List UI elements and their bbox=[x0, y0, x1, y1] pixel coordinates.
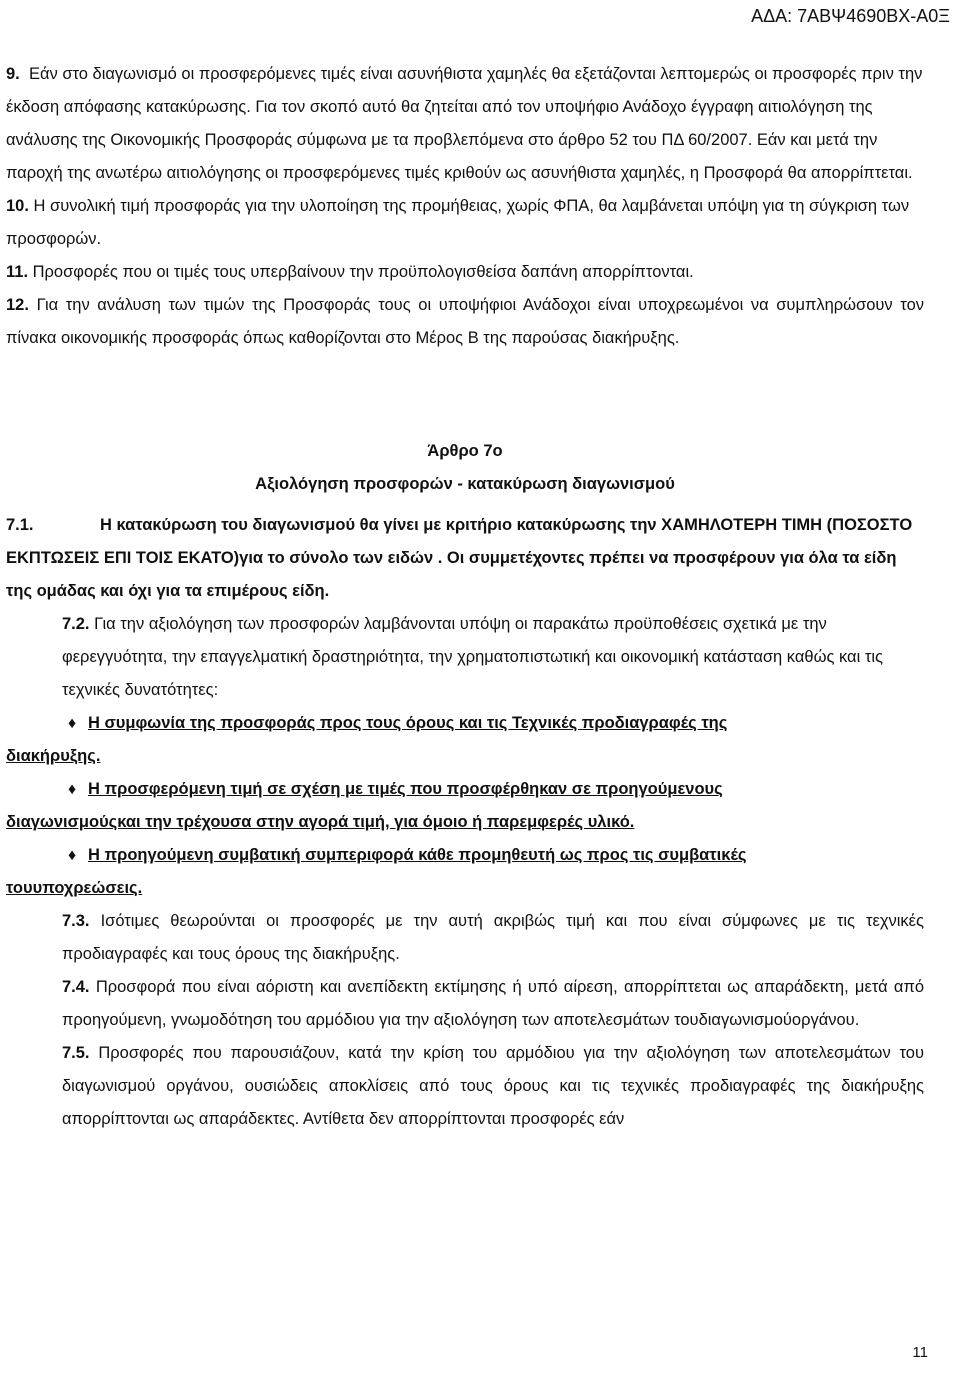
spacer bbox=[6, 501, 924, 509]
document-body bbox=[6, 58, 924, 1136]
diamond-bullet-icon: ♦ bbox=[68, 847, 77, 864]
bullet-line-2: διακήρυξης. bbox=[6, 747, 101, 765]
bullet-line-2: τουυποχρεώσεις. bbox=[6, 879, 143, 897]
item-11 bbox=[6, 256, 924, 289]
bullet-line-1: Η προηγούμενη συμβατική συμπεριφορά κάθε προμηθευτή ως προς τις συμβατικές bbox=[88, 846, 747, 864]
document-id: ΑΔΑ: 7ΑΒΨ4690ΒΧ-Α0Ξ bbox=[751, 6, 950, 26]
section-7-4 bbox=[6, 971, 924, 1037]
bullet-line-1: Η συμφωνία της προσφοράς προς τους όρους και τις Τεχνικές προδιαγραφές της bbox=[88, 714, 728, 732]
bullet-line-2: διαγωνισμούςκαι την τρέχουσα στην αγορά τιμή, για όμοιο ή παρεμφερές υλικό. bbox=[6, 813, 635, 831]
page-number: 11 bbox=[912, 1344, 928, 1361]
section-7-3 bbox=[6, 905, 924, 971]
criteria-bullet-3 bbox=[6, 839, 924, 905]
item-number: 10. bbox=[6, 197, 29, 215]
section-number: 7.5. bbox=[62, 1044, 90, 1062]
section-7-1 bbox=[6, 509, 924, 608]
section-text: Για την αξιολόγηση των προσφορών λαμβάνονται υπόψη οι παρακάτω προϋποθέσεις σχετικά με την φερεγγυότητα, την επαγγελματική δραστηριότητα, την χρηματοπιστωτική και οικονομική κατάσταση καθώς και τις τεχνικές δυνατότητες: bbox=[62, 615, 883, 699]
criteria-bullet-2 bbox=[6, 773, 924, 839]
section-7-5 bbox=[6, 1037, 924, 1136]
item-9 bbox=[6, 58, 924, 190]
diamond-bullet-icon: ♦ bbox=[68, 715, 77, 732]
item-text: Για την ανάλυση των τιμών της Προσφοράς τους οι υποψήφιοι Ανάδοχοι είναι υποχρεωμένοι να συμπληρώσουν τον πίνακα οικονομικής προσφοράς όπως καθορίζονται στο Μέρος Β της παρούσας διακήρυξης. bbox=[6, 296, 924, 347]
section-number: 7.3. bbox=[62, 912, 90, 930]
section-text: Προσφορά που είναι αόριστη και ανεπίδεκτη εκτίμησης ή υπό αίρεση, απορρίπτεται ως απαράδεκτη, μετά από προηγούμενη, γνωμοδότηση του αρμόδιου για την αξιολόγηση των αποτελεσμάτων τουδιαγωνισμούοργάνου. bbox=[62, 978, 925, 1029]
item-12 bbox=[6, 289, 924, 355]
spacer bbox=[6, 355, 924, 415]
section-7-2 bbox=[6, 608, 924, 707]
section-text: Η κατακύρωση του διαγωνισμού θα γίνει με κριτήριο κατακύρωσης την ΧΑΜΗΛΟΤΕΡΗ ΤΙΜΗ (ΠΟΣΟΣΤΟ ΕΚΠΤΩΣΕΙΣ ΕΠΙ ΤΟΙΣ ΕΚΑΤΟ)για το σύνολο των ειδών . Οι συμμετέχοντες πρέπει να προσφέρουν για όλα τα είδη της ομάδας και όχι για τα επιμέρους είδη. bbox=[6, 516, 913, 600]
section-text: Προσφορές που παρουσιάζουν, κατά την κρίση του αρμόδιου για την αξιολόγηση των αποτελεσμάτων του διαγωνισμού οργάνου, ουσιώδεις αποκλίσεις από τους όρους και τις τεχνικές προδιαγραφές της διακήρυξης απορρίπτονται ως απαράδεκτες. Αντίθετα δεν απορρίπτονται προσφορές εάν bbox=[62, 1044, 924, 1128]
diamond-bullet-icon: ♦ bbox=[68, 781, 77, 798]
item-text: Η συνολική τιμή προσφοράς για την υλοποίηση της προμήθειας, χωρίς ΦΠΑ, θα λαμβάνεται υπόψη για τη σύγκριση των προσφορών. bbox=[6, 197, 910, 248]
item-number: 11. bbox=[6, 263, 29, 281]
spacer bbox=[6, 415, 924, 435]
criteria-bullet-1 bbox=[6, 707, 924, 773]
item-number: 12. bbox=[6, 296, 29, 314]
item-text: Προσφορές που οι τιμές τους υπερβαίνουν την προϋπολογισθείσα δαπάνη απορρίπτονται. bbox=[32, 263, 694, 281]
item-number: 9. bbox=[6, 65, 20, 83]
article-subtitle: Αξιολόγηση προσφορών - κατακύρωση διαγωνισμού bbox=[255, 475, 675, 493]
item-10 bbox=[6, 190, 924, 256]
section-text: Ισότιμες θεωρούνται οι προσφορές με την αυτή ακριβώς τιμή και που είναι σύμφωνες με τις τεχνικές προδιαγραφές και τους όρους της διακήρυξης. bbox=[62, 912, 924, 963]
section-number: 7.1. bbox=[6, 516, 34, 534]
item-text: Εάν στο διαγωνισμό οι προσφερόμενες τιμές είναι ασυνήθιστα χαμηλές θα εξετάζονται λεπτομερώς οι προσφορές πριν την έκδοση απόφασης κατακύρωσης. Για τον σκοπό αυτό θα ζητείται από τον υποψήφιο Ανάδοχο έγγραφη αιτιολόγηση της ανάλυσης της Οικονομικής Προσφοράς σύμφωνα με τα προβλεπόμενα στο άρθρο 52 του ΠΔ 60/2007. Εάν και μετά την παροχή της ανωτέρω αιτιολόγησης οι προσφερόμενες τιμές κριθούν ως ασυνήθιστα χαμηλές, η Προσφορά θα απορρίπτεται. bbox=[6, 65, 923, 182]
section-number: 7.4. bbox=[62, 978, 90, 996]
article-title: Άρθρο 7ο bbox=[427, 442, 503, 460]
bullet-line-1: Η προσφερόμενη τιμή σε σχέση με τιμές που προσφέρθηκαν σε προηγούμενους bbox=[88, 780, 723, 798]
section-number: 7.2. bbox=[62, 615, 90, 633]
